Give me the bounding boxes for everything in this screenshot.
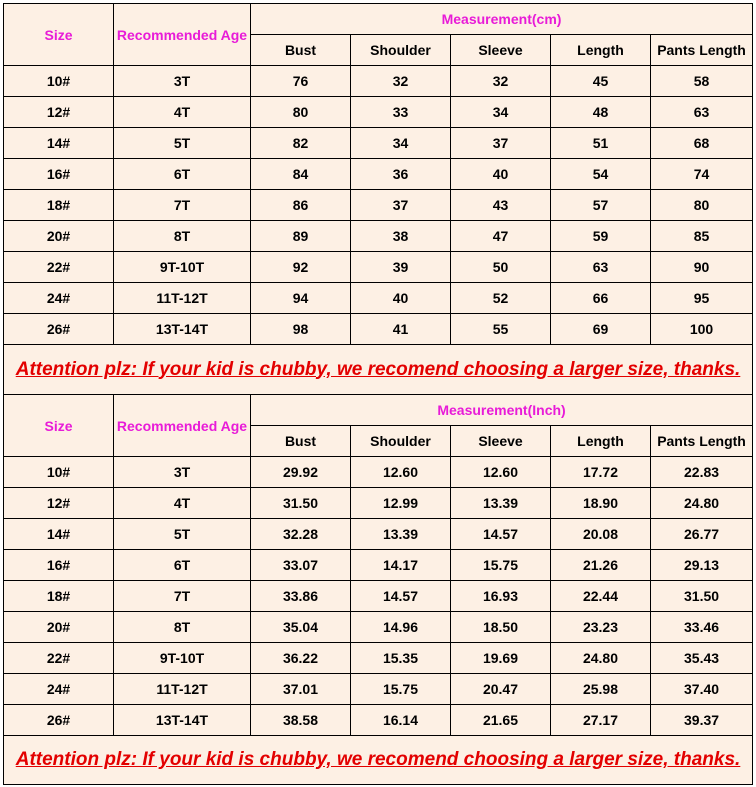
shoulder-cell: 14.57 xyxy=(351,581,451,612)
bust-cell: 94 xyxy=(251,283,351,314)
recommended-age-header: Recommended Age xyxy=(114,4,251,66)
size-table-cm xyxy=(3,3,753,395)
shoulder-cell: 13.39 xyxy=(351,519,451,550)
size-cell: 20# xyxy=(4,221,114,252)
size-cell: 18# xyxy=(4,190,114,221)
size-cell: 16# xyxy=(4,550,114,581)
shoulder-cell: 16.14 xyxy=(351,705,451,736)
sleeve-cell: 47 xyxy=(451,221,551,252)
column-header-bust: Bust xyxy=(251,35,351,66)
pants-length-cell: 24.80 xyxy=(651,488,753,519)
column-header-length: Length xyxy=(551,35,651,66)
pants-length-cell: 74 xyxy=(651,159,753,190)
sleeve-cell: 32 xyxy=(451,66,551,97)
age-cell: 5T xyxy=(114,519,251,550)
bust-cell: 80 xyxy=(251,97,351,128)
bust-cell: 92 xyxy=(251,252,351,283)
shoulder-cell: 15.35 xyxy=(351,643,451,674)
age-cell: 6T xyxy=(114,159,251,190)
length-cell: 22.44 xyxy=(551,581,651,612)
age-cell: 6T xyxy=(114,550,251,581)
pants-length-cell: 37.40 xyxy=(651,674,753,705)
shoulder-cell: 36 xyxy=(351,159,451,190)
sleeve-cell: 50 xyxy=(451,252,551,283)
pants-length-cell: 95 xyxy=(651,283,753,314)
bust-cell: 36.22 xyxy=(251,643,351,674)
length-cell: 18.90 xyxy=(551,488,651,519)
table-row xyxy=(4,643,753,674)
column-header-shoulder: Shoulder xyxy=(351,35,451,66)
bust-cell: 38.58 xyxy=(251,705,351,736)
pants-length-cell: 26.77 xyxy=(651,519,753,550)
bust-cell: 89 xyxy=(251,221,351,252)
size-cell: 20# xyxy=(4,612,114,643)
length-cell: 23.23 xyxy=(551,612,651,643)
pants-length-cell: 22.83 xyxy=(651,457,753,488)
bust-cell: 37.01 xyxy=(251,674,351,705)
age-cell: 8T xyxy=(114,612,251,643)
recommended-age-header: Recommended Age xyxy=(114,395,251,457)
column-header-bust: Bust xyxy=(251,426,351,457)
pants-length-cell: 100 xyxy=(651,314,753,345)
table-row xyxy=(4,550,753,581)
age-cell: 11T-12T xyxy=(114,674,251,705)
pants-length-cell: 35.43 xyxy=(651,643,753,674)
sleeve-cell: 40 xyxy=(451,159,551,190)
sleeve-cell: 13.39 xyxy=(451,488,551,519)
length-cell: 59 xyxy=(551,221,651,252)
pants-length-cell: 63 xyxy=(651,97,753,128)
sleeve-cell: 15.75 xyxy=(451,550,551,581)
size-header: Size xyxy=(4,4,114,66)
length-cell: 54 xyxy=(551,159,651,190)
length-cell: 27.17 xyxy=(551,705,651,736)
age-cell: 4T xyxy=(114,97,251,128)
table-row xyxy=(4,283,753,314)
sleeve-cell: 55 xyxy=(451,314,551,345)
sleeve-cell: 43 xyxy=(451,190,551,221)
sleeve-cell: 34 xyxy=(451,97,551,128)
length-cell: 25.98 xyxy=(551,674,651,705)
attention-note: Attention plz: If your kid is chubby, we recomend choosing a larger size, thanks. xyxy=(4,345,753,395)
shoulder-cell: 14.17 xyxy=(351,550,451,581)
table-row xyxy=(4,314,753,345)
size-cell: 24# xyxy=(4,674,114,705)
size-cell: 12# xyxy=(4,97,114,128)
size-cell: 22# xyxy=(4,252,114,283)
bust-cell: 76 xyxy=(251,66,351,97)
age-cell: 3T xyxy=(114,66,251,97)
table-row xyxy=(4,221,753,252)
sleeve-cell: 37 xyxy=(451,128,551,159)
bust-cell: 35.04 xyxy=(251,612,351,643)
column-header-shoulder: Shoulder xyxy=(351,426,451,457)
age-cell: 9T-10T xyxy=(114,252,251,283)
sleeve-cell: 20.47 xyxy=(451,674,551,705)
size-cell: 12# xyxy=(4,488,114,519)
length-cell: 63 xyxy=(551,252,651,283)
sleeve-cell: 18.50 xyxy=(451,612,551,643)
age-cell: 7T xyxy=(114,190,251,221)
table-row xyxy=(4,190,753,221)
bust-cell: 32.28 xyxy=(251,519,351,550)
size-table-inch xyxy=(3,394,753,785)
size-cell: 24# xyxy=(4,283,114,314)
table-row xyxy=(4,674,753,705)
pants-length-cell: 29.13 xyxy=(651,550,753,581)
table-row xyxy=(4,705,753,736)
attention-note: Attention plz: If your kid is chubby, we recomend choosing a larger size, thanks. xyxy=(4,736,753,785)
measurement-header: Measurement(Inch) xyxy=(251,395,753,426)
table-row xyxy=(4,128,753,159)
pants-length-cell: 31.50 xyxy=(651,581,753,612)
table-row xyxy=(4,66,753,97)
size-header: Size xyxy=(4,395,114,457)
length-cell: 57 xyxy=(551,190,651,221)
table-row xyxy=(4,457,753,488)
size-cell: 22# xyxy=(4,643,114,674)
pants-length-cell: 85 xyxy=(651,221,753,252)
sleeve-cell: 12.60 xyxy=(451,457,551,488)
size-cell: 16# xyxy=(4,159,114,190)
bust-cell: 98 xyxy=(251,314,351,345)
sleeve-cell: 21.65 xyxy=(451,705,551,736)
pants-length-cell: 90 xyxy=(651,252,753,283)
age-cell: 8T xyxy=(114,221,251,252)
measurement-header: Measurement(cm) xyxy=(251,4,753,35)
sleeve-cell: 19.69 xyxy=(451,643,551,674)
length-cell: 17.72 xyxy=(551,457,651,488)
age-cell: 11T-12T xyxy=(114,283,251,314)
shoulder-cell: 32 xyxy=(351,66,451,97)
shoulder-cell: 41 xyxy=(351,314,451,345)
shoulder-cell: 33 xyxy=(351,97,451,128)
shoulder-cell: 15.75 xyxy=(351,674,451,705)
sleeve-cell: 16.93 xyxy=(451,581,551,612)
bust-cell: 33.86 xyxy=(251,581,351,612)
pants-length-cell: 33.46 xyxy=(651,612,753,643)
column-header-sleeve: Sleeve xyxy=(451,35,551,66)
table-row xyxy=(4,97,753,128)
size-cell: 14# xyxy=(4,128,114,159)
column-header-pants-length: Pants Length xyxy=(651,426,753,457)
table-row xyxy=(4,252,753,283)
pants-length-cell: 39.37 xyxy=(651,705,753,736)
length-cell: 69 xyxy=(551,314,651,345)
shoulder-cell: 37 xyxy=(351,190,451,221)
shoulder-cell: 12.60 xyxy=(351,457,451,488)
age-cell: 9T-10T xyxy=(114,643,251,674)
age-cell: 13T-14T xyxy=(114,705,251,736)
shoulder-cell: 38 xyxy=(351,221,451,252)
column-header-sleeve: Sleeve xyxy=(451,426,551,457)
pants-length-cell: 80 xyxy=(651,190,753,221)
column-header-pants-length: Pants Length xyxy=(651,35,753,66)
length-cell: 51 xyxy=(551,128,651,159)
bust-cell: 29.92 xyxy=(251,457,351,488)
age-cell: 7T xyxy=(114,581,251,612)
sleeve-cell: 52 xyxy=(451,283,551,314)
size-cell: 26# xyxy=(4,705,114,736)
age-cell: 4T xyxy=(114,488,251,519)
shoulder-cell: 12.99 xyxy=(351,488,451,519)
size-cell: 14# xyxy=(4,519,114,550)
size-cell: 10# xyxy=(4,457,114,488)
table-row xyxy=(4,581,753,612)
table-row xyxy=(4,488,753,519)
column-header-length: Length xyxy=(551,426,651,457)
size-cell: 18# xyxy=(4,581,114,612)
size-cell: 26# xyxy=(4,314,114,345)
length-cell: 45 xyxy=(551,66,651,97)
length-cell: 20.08 xyxy=(551,519,651,550)
bust-cell: 86 xyxy=(251,190,351,221)
sleeve-cell: 14.57 xyxy=(451,519,551,550)
bust-cell: 31.50 xyxy=(251,488,351,519)
shoulder-cell: 39 xyxy=(351,252,451,283)
table-row xyxy=(4,159,753,190)
age-cell: 3T xyxy=(114,457,251,488)
age-cell: 5T xyxy=(114,128,251,159)
shoulder-cell: 34 xyxy=(351,128,451,159)
shoulder-cell: 14.96 xyxy=(351,612,451,643)
bust-cell: 33.07 xyxy=(251,550,351,581)
shoulder-cell: 40 xyxy=(351,283,451,314)
bust-cell: 84 xyxy=(251,159,351,190)
pants-length-cell: 68 xyxy=(651,128,753,159)
table-row xyxy=(4,519,753,550)
age-cell: 13T-14T xyxy=(114,314,251,345)
table-row xyxy=(4,612,753,643)
length-cell: 48 xyxy=(551,97,651,128)
length-cell: 24.80 xyxy=(551,643,651,674)
bust-cell: 82 xyxy=(251,128,351,159)
pants-length-cell: 58 xyxy=(651,66,753,97)
length-cell: 66 xyxy=(551,283,651,314)
length-cell: 21.26 xyxy=(551,550,651,581)
size-cell: 10# xyxy=(4,66,114,97)
